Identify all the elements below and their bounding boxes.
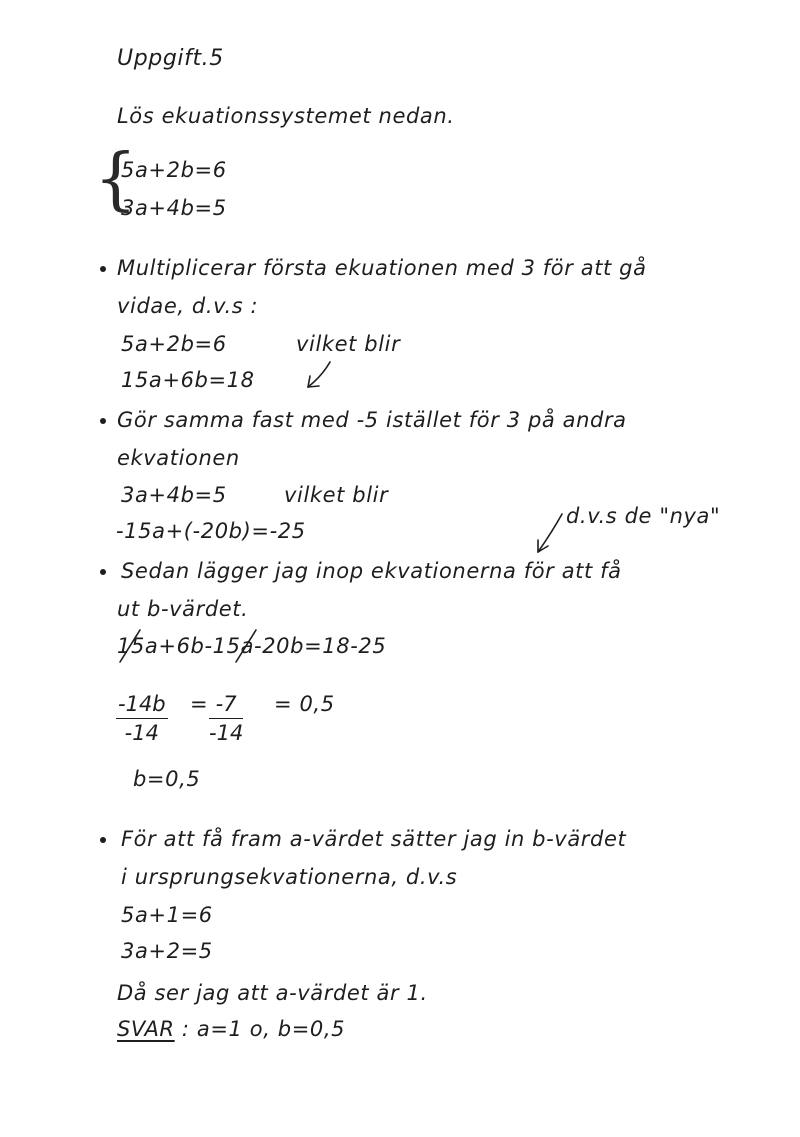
system-equation-2: 3a+4b=5 [121,196,227,220]
step4-equation-1: 5a+1=6 [121,903,213,927]
answer-label: SVAR [117,1017,175,1041]
b-value: b=0,5 [133,767,201,791]
step2-equation-1: 3a+4b=5 [121,483,227,507]
bullet-2 [100,418,106,424]
answer-line [117,1019,345,1040]
page-title: Uppgift.5 [117,46,224,71]
arrow-side-note-icon [538,514,562,552]
step4-equation-2: 3a+2=5 [121,939,213,963]
system-equation-1: 5a+2b=6 [121,158,227,182]
fraction-1-numerator: -14b [116,694,168,719]
step1-equation-1: 5a+2b=6 [121,332,227,356]
step4-line1: För att få fram a-värdet sätter jag in b-värdet [121,827,627,851]
bullet-1 [100,266,106,272]
step3-line1: Sedan lägger jag inop ekvationerna för att få [121,559,622,583]
fraction-result: = 0,5 [274,692,335,716]
bullet-4 [100,837,106,843]
step2-line2: ekvationen [117,446,240,470]
fraction-1-denominator: -14 [124,721,159,745]
step2-line1: Gör samma fast med -5 istället för 3 på andra [117,408,627,432]
step2-equation-2: -15a+(-20b)=-25 [116,519,306,543]
system-brace: { [94,140,138,219]
question-text: Lös ekuationssystemet nedan. [117,104,455,128]
step3-equation-1: 15a+6b-15a-20b=18-25 [117,634,387,658]
step4-conclusion: Då ser jag att a-värdet är 1. [117,981,428,1005]
fraction-2-numerator: -7 [209,694,243,719]
bullet-3 [100,569,106,575]
answer-text: : a=1 o, b=0,5 [181,1017,346,1041]
fraction-equals: = [190,692,209,716]
fraction-2-denominator: -14 [209,721,244,745]
step4-line2: i ursprungsekvationerna, d.v.s [121,865,458,889]
fraction-1 [116,694,168,744]
step1-line2: vidae, d.v.s : [117,294,259,318]
step2-note: vilket blir [284,483,389,507]
step3-line2: ut b-värdet. [117,597,249,621]
step1-line1: Multiplicerar första ekuationen med 3 för att gå [117,256,647,280]
step1-note: vilket blir [296,332,401,356]
arrow-step1-icon [308,362,330,387]
step1-equation-2: 15a+6b=18 [121,368,255,392]
fraction-2 [209,694,243,744]
step2-side-note: d.v.s de "nya" [566,504,721,528]
